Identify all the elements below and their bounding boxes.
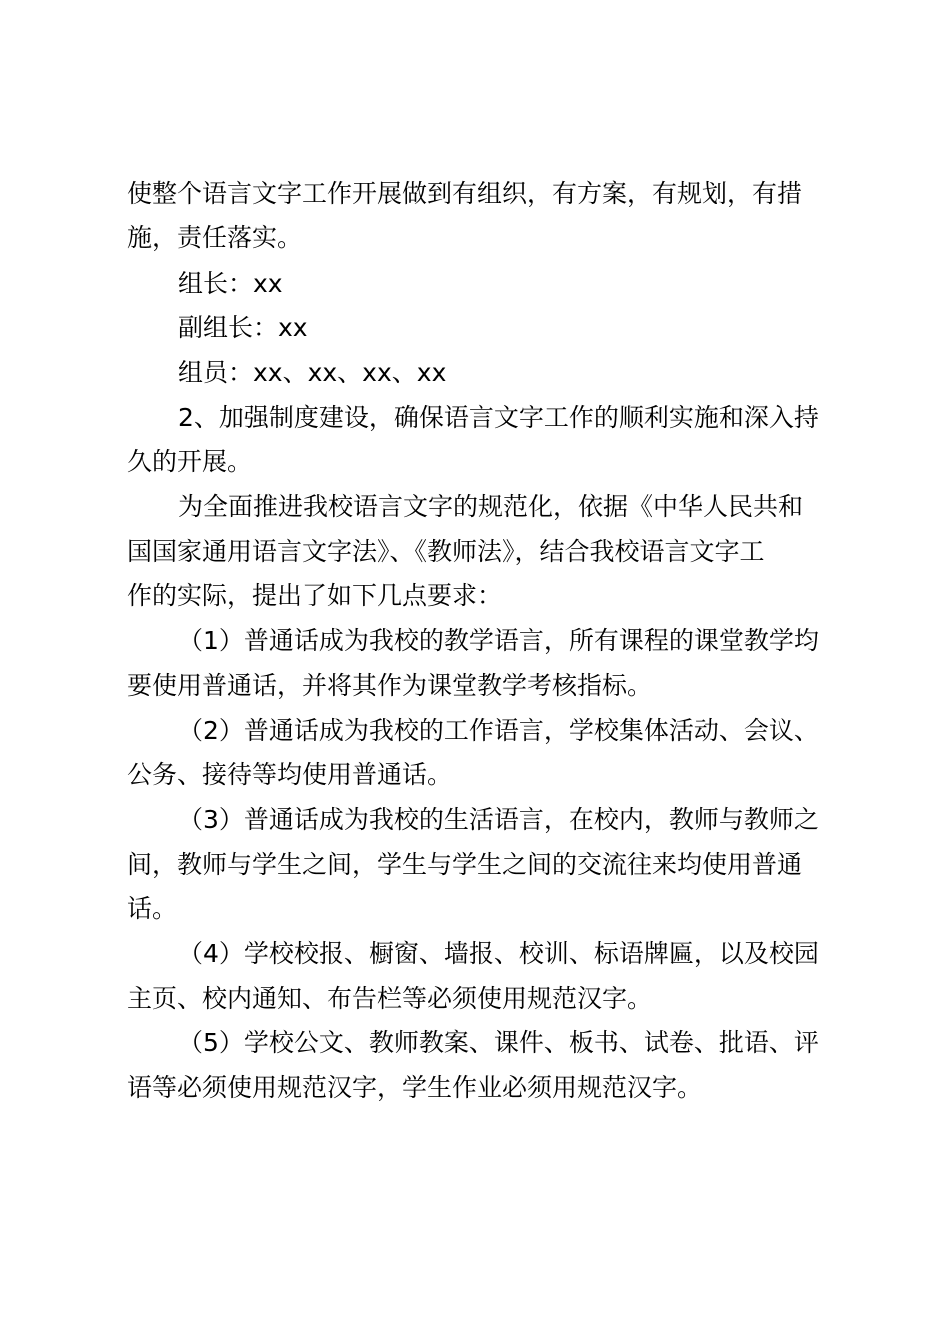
- group-leader-line: 组长：xx: [178, 269, 283, 298]
- requirement-item-5: （5）学校公文、教师教案、课件、板书、试卷、批语、评: [178, 1028, 819, 1057]
- members-line: 组员：xx、xx、xx、xx: [178, 358, 447, 387]
- paragraph-line: 话。: [127, 894, 178, 923]
- paragraph-line: 要使用普通话，并将其作为课堂教学考核指标。: [127, 671, 653, 700]
- paragraph-line: 间，教师与学生之间，学生与学生之间的交流往来均使用普通: [127, 850, 803, 879]
- requirement-item-4: （4）学校校报、橱窗、墙报、校训、标语牌匾，以及校园: [178, 939, 819, 968]
- paragraph-line: 久的开展。: [127, 447, 253, 476]
- section-heading-line: 2、加强制度建设，确保语言文字工作的顺利实施和深入持: [178, 403, 819, 432]
- requirement-item-3: （3）普通话成为我校的生活语言，在校内，教师与教师之: [178, 805, 819, 834]
- paragraph-line: 公务、接待等均使用普通话。: [127, 760, 453, 789]
- paragraph-line: 作的实际，提出了如下几点要求：: [127, 581, 503, 610]
- requirement-item-2: （2）普通话成为我校的工作语言，学校集体活动、会议、: [178, 716, 819, 745]
- paragraph-line: 施，责任落实。: [127, 223, 303, 252]
- deputy-leader-line: 副组长：xx: [178, 313, 308, 342]
- paragraph-line: 为全面推进我校语言文字的规范化，依据《中华人民共和: [178, 492, 804, 521]
- paragraph-line: 国国家通用语言文字法》、《教师法》，结合我校语言文字工: [127, 537, 765, 566]
- paragraph-line: 使整个语言文字工作开展做到有组织，有方案，有规划，有措: [127, 179, 803, 208]
- paragraph-line: 语等必须使用规范汉字，学生作业必须用规范汉字。: [127, 1073, 703, 1102]
- paragraph-line: 主页、校内通知、布告栏等必须使用规范汉字。: [127, 984, 653, 1013]
- requirement-item-1: （1）普通话成为我校的教学语言，所有课程的课堂教学均: [178, 626, 819, 655]
